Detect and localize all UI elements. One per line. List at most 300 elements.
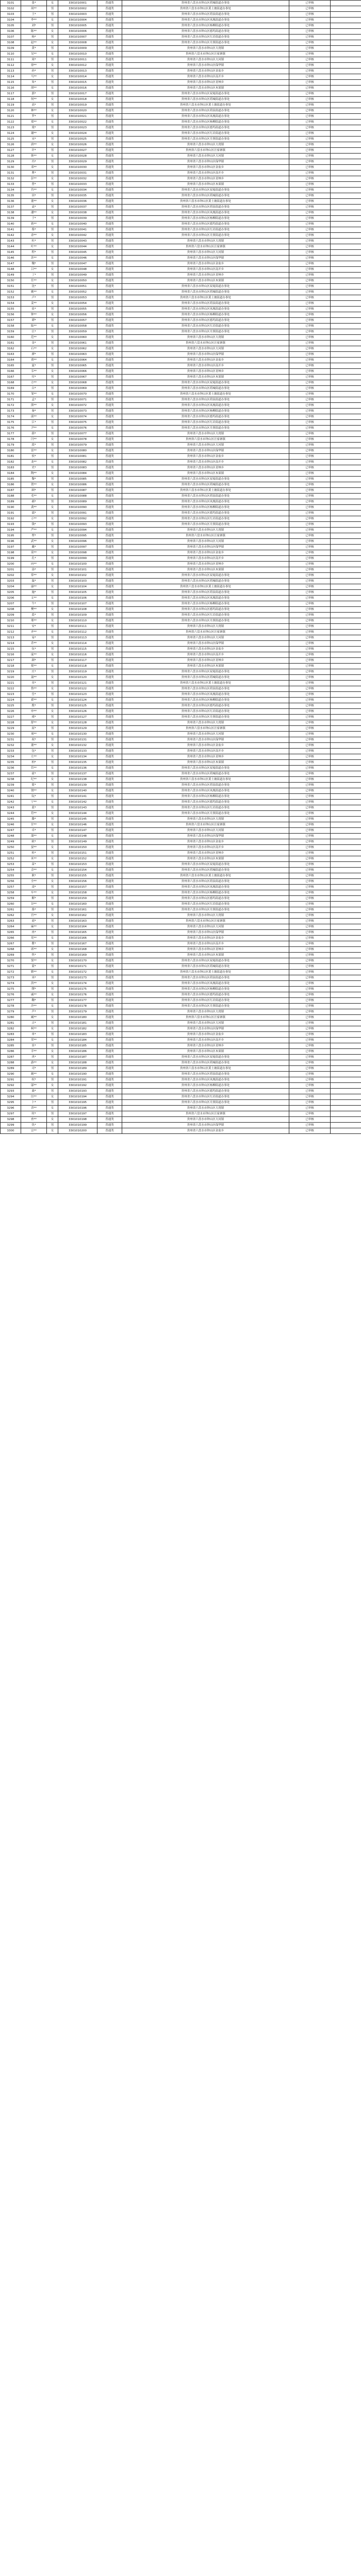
- table-row: [1, 131, 361, 137]
- row-number: 3231: [1, 737, 21, 743]
- row-address: 贵州省六盘水市钟山区杨柳街道办事处: [122, 120, 289, 125]
- table-row: [1, 1038, 361, 1043]
- row-status: 已审核: [289, 142, 331, 148]
- row-address: 贵州省六盘水市钟山区南开乡: [122, 941, 289, 947]
- row-remark: [331, 1009, 361, 1015]
- row-remark: [331, 324, 361, 329]
- row-remark: [331, 998, 361, 1004]
- row-name: 文**: [21, 596, 47, 601]
- table-row: [1, 290, 361, 295]
- row-code: 3301010117: [58, 658, 97, 664]
- row-type: 普通类: [97, 23, 122, 29]
- table-row: [1, 618, 361, 624]
- row-remark: [331, 482, 361, 488]
- row-number: 3167: [1, 375, 21, 380]
- table-row: [1, 1060, 361, 1066]
- row-name: 董**: [21, 199, 47, 205]
- table-row: [1, 233, 361, 239]
- row-type: 普通类: [97, 1009, 122, 1015]
- row-name: 查**: [21, 1117, 47, 1123]
- row-status: 已审核: [289, 641, 331, 647]
- row-remark: [331, 380, 361, 386]
- row-remark: [331, 1077, 361, 1083]
- table-row: [1, 562, 361, 567]
- row-sex: 男: [47, 363, 58, 369]
- row-type: 普通类: [97, 193, 122, 199]
- row-type: 普通类: [97, 148, 122, 154]
- row-address: 贵州省六盘水市钟山区德坞街道办事处: [122, 800, 289, 805]
- table-row: [1, 176, 361, 182]
- row-code: 3301010148: [58, 834, 97, 839]
- row-type: 普通类: [97, 533, 122, 539]
- row-type: 普通类: [97, 652, 122, 658]
- row-sex: 女: [47, 1128, 58, 1134]
- row-sex: 女: [47, 822, 58, 828]
- row-name: 耿*: [21, 873, 47, 879]
- row-name: 雷**: [21, 448, 47, 454]
- row-code: 3301010086: [58, 482, 97, 488]
- row-type: 普通类: [97, 312, 122, 318]
- row-remark: [331, 879, 361, 885]
- row-name: 窦**: [21, 958, 47, 964]
- row-sex: 女: [47, 414, 58, 420]
- row-number: 3103: [1, 12, 21, 18]
- row-remark: [331, 69, 361, 74]
- row-type: 普通类: [97, 1049, 122, 1055]
- row-sex: 女: [47, 732, 58, 737]
- table-row: [1, 760, 361, 766]
- row-code: 3301010131: [58, 737, 97, 743]
- row-sex: 女: [47, 754, 58, 760]
- table-row: [1, 709, 361, 715]
- row-name: 谢**: [21, 131, 47, 137]
- row-status: 已审核: [289, 86, 331, 91]
- row-number: 3277: [1, 998, 21, 1004]
- row-status: 已审核: [289, 295, 331, 301]
- row-number: 3292: [1, 1083, 21, 1089]
- row-remark: [331, 1089, 361, 1094]
- table-row: [1, 930, 361, 936]
- row-number: 3215: [1, 647, 21, 652]
- row-name: 潘**: [21, 210, 47, 216]
- row-status: 已审核: [289, 839, 331, 845]
- row-name: 康**: [21, 584, 47, 590]
- row-name: 马**: [21, 74, 47, 80]
- row-number: 3210: [1, 618, 21, 624]
- row-name: 韦**: [21, 369, 47, 375]
- row-sex: 男: [47, 987, 58, 992]
- row-number: 3185: [1, 477, 21, 482]
- row-code: 3301010194: [58, 1094, 97, 1100]
- row-sex: 男: [47, 454, 58, 460]
- row-code: 3301010187: [58, 1055, 97, 1060]
- table-row: [1, 437, 361, 443]
- row-name: 曹*: [21, 171, 47, 176]
- row-type: 普通类: [97, 958, 122, 964]
- row-number: 3222: [1, 686, 21, 692]
- row-code: 3301010011: [58, 57, 97, 63]
- row-remark: [331, 681, 361, 686]
- row-remark: [331, 103, 361, 108]
- row-number: 3233: [1, 749, 21, 754]
- row-status: 已审核: [289, 482, 331, 488]
- row-status: 已审核: [289, 165, 331, 171]
- row-type: 普通类: [97, 1117, 122, 1123]
- row-remark: [331, 52, 361, 57]
- row-sex: 女: [47, 1038, 58, 1043]
- row-code: 3301010167: [58, 941, 97, 947]
- row-code: 3301010048: [58, 267, 97, 273]
- row-type: 普通类: [97, 834, 122, 839]
- row-address: 贵州省六盘水市钟山区德坞街道办事处: [122, 29, 289, 35]
- row-address: 贵州省六盘水市钟山区月照街道办事处: [122, 329, 289, 335]
- row-address: 贵州省六盘水市钟山区黄土坡街道办事处: [122, 777, 289, 783]
- row-sex: 男: [47, 1077, 58, 1083]
- row-remark: [331, 573, 361, 579]
- row-name: 鲁**: [21, 686, 47, 692]
- table-row: [1, 698, 361, 703]
- row-code: 3301010021: [58, 114, 97, 120]
- row-code: 3301010115: [58, 647, 97, 652]
- row-sex: 女: [47, 834, 58, 839]
- row-name: 庞**: [21, 652, 47, 658]
- table-row: [1, 392, 361, 397]
- row-number: 3190: [1, 505, 21, 511]
- row-number: 3118: [1, 97, 21, 103]
- row-number: 3202: [1, 573, 21, 579]
- row-code: 3301010077: [58, 431, 97, 437]
- row-name: 毛**: [21, 494, 47, 499]
- table-row: [1, 584, 361, 590]
- row-name: 滕*: [21, 817, 47, 822]
- table-row: [1, 1089, 361, 1094]
- table-row: [1, 312, 361, 318]
- row-address: 贵州省六盘水市钟山区大湾镇: [122, 1106, 289, 1111]
- table-row: [1, 681, 361, 686]
- row-sex: 男: [47, 216, 58, 222]
- row-name: 邹**: [21, 392, 47, 397]
- row-type: 普通类: [97, 227, 122, 233]
- row-address: 贵州省六盘水市钟山区荷城街道办事处: [122, 290, 289, 295]
- row-number: 3217: [1, 658, 21, 664]
- row-sex: 男: [47, 635, 58, 641]
- row-remark: [331, 596, 361, 601]
- row-name: 晏**: [21, 845, 47, 851]
- row-number: 3134: [1, 188, 21, 193]
- row-number: 3216: [1, 652, 21, 658]
- row-status: 已审核: [289, 647, 331, 652]
- row-address: 贵州省六盘水市钟山区荷泉街道办事处: [122, 975, 289, 981]
- row-number: 3252: [1, 856, 21, 862]
- row-name: 叶**: [21, 244, 47, 250]
- row-name: 于*: [21, 216, 47, 222]
- row-sex: 女: [47, 131, 58, 137]
- table-row: [1, 590, 361, 596]
- row-address: 贵州省六盘水市钟山区荷泉街道办事处: [122, 590, 289, 596]
- row-number: 3138: [1, 210, 21, 216]
- row-status: 已审核: [289, 227, 331, 233]
- row-code: 3301010098: [58, 550, 97, 556]
- row-name: 倪**: [21, 664, 47, 669]
- row-code: 3301010070: [58, 392, 97, 397]
- row-code: 3301010024: [58, 131, 97, 137]
- row-remark: [331, 1015, 361, 1021]
- row-address: 贵州省六盘水市钟山区金盆乡: [122, 1032, 289, 1038]
- row-type: 普通类: [97, 675, 122, 681]
- row-type: 普通类: [97, 380, 122, 386]
- row-number: 3142: [1, 233, 21, 239]
- table-row: [1, 766, 361, 771]
- row-name: 舒**: [21, 720, 47, 726]
- table-row: [1, 346, 361, 352]
- row-code: 3301010163: [58, 919, 97, 924]
- table-row: [1, 1049, 361, 1055]
- row-type: 普通类: [97, 630, 122, 635]
- row-type: 普通类: [97, 1089, 122, 1094]
- table-row: [1, 800, 361, 805]
- row-remark: [331, 941, 361, 947]
- row-sex: 男: [47, 896, 58, 902]
- row-address: 贵州省六盘水市钟山区杨柳街道办事处: [122, 409, 289, 414]
- table-row: [1, 273, 361, 278]
- row-remark: [331, 1, 361, 6]
- row-sex: 男: [47, 794, 58, 800]
- table-row: [1, 1021, 361, 1026]
- row-status: 已审核: [289, 941, 331, 947]
- row-number: 3187: [1, 488, 21, 494]
- row-code: 3301010025: [58, 137, 97, 142]
- row-number: 3235: [1, 760, 21, 766]
- row-type: 普通类: [97, 63, 122, 69]
- table-row: [1, 641, 361, 647]
- table-row: [1, 97, 361, 103]
- row-type: 普通类: [97, 924, 122, 930]
- table-row: [1, 482, 361, 488]
- row-remark: [331, 658, 361, 664]
- row-sex: 男: [47, 159, 58, 165]
- row-code: 3301010179: [58, 1009, 97, 1015]
- row-code: 3301010192: [58, 1083, 97, 1089]
- row-address: 贵州省六盘水市钟山区德坞街道办事处: [122, 511, 289, 516]
- row-remark: [331, 426, 361, 431]
- row-code: 3301010001: [58, 1, 97, 6]
- row-remark: [331, 851, 361, 856]
- table-row: [1, 817, 361, 822]
- row-name: 殷*: [21, 703, 47, 709]
- row-type: 普通类: [97, 947, 122, 953]
- row-number: 3263: [1, 919, 21, 924]
- row-code: 3301010078: [58, 437, 97, 443]
- row-code: 3301010028: [58, 154, 97, 159]
- row-status: 已审核: [289, 851, 331, 856]
- row-number: 3281: [1, 1021, 21, 1026]
- row-sex: 女: [47, 494, 58, 499]
- row-address: 贵州省六盘水市钟山区荷泉街道办事处: [122, 879, 289, 885]
- row-number: 3189: [1, 499, 21, 505]
- row-address: 贵州省六盘水市钟山区青林乡: [122, 851, 289, 856]
- row-remark: [331, 732, 361, 737]
- row-remark: [331, 1111, 361, 1117]
- row-code: 3301010096: [58, 539, 97, 545]
- row-number: 3113: [1, 69, 21, 74]
- row-address: 贵州省六盘水市钟山区南开乡: [122, 749, 289, 754]
- table-row: [1, 851, 361, 856]
- row-status: 已审核: [289, 159, 331, 165]
- row-type: 普通类: [97, 726, 122, 732]
- row-remark: [331, 766, 361, 771]
- row-code: 3301010082: [58, 460, 97, 465]
- row-status: 已审核: [289, 562, 331, 567]
- row-name: 冉*: [21, 930, 47, 936]
- row-address: 贵州省六盘水市钟山区青林乡: [122, 754, 289, 760]
- row-type: 普通类: [97, 12, 122, 18]
- row-code: 3301010026: [58, 142, 97, 148]
- row-status: 已审核: [289, 930, 331, 936]
- row-status: 已审核: [289, 120, 331, 125]
- row-name: 方**: [21, 380, 47, 386]
- row-status: 已审核: [289, 29, 331, 35]
- row-type: 普通类: [97, 1043, 122, 1049]
- table-row: [1, 1032, 361, 1038]
- row-type: 普通类: [97, 567, 122, 573]
- row-code: 3301010198: [58, 1117, 97, 1123]
- row-name: 伍*: [21, 647, 47, 652]
- row-sex: 男: [47, 828, 58, 834]
- row-sex: 女: [47, 426, 58, 431]
- row-address: 贵州省六盘水市钟山区凤凰街道办事处: [122, 596, 289, 601]
- row-name: 焦*: [21, 953, 47, 958]
- row-type: 普通类: [97, 1021, 122, 1026]
- row-status: 已审核: [289, 885, 331, 890]
- row-name: 游**: [21, 1060, 47, 1066]
- row-name: 袁*: [21, 205, 47, 210]
- row-name: 蔡*: [21, 227, 47, 233]
- row-code: 3301010164: [58, 924, 97, 930]
- row-status: 已审核: [289, 18, 331, 23]
- row-address: 贵州省六盘水市钟山区荷城街道办事处: [122, 97, 289, 103]
- row-number: 3124: [1, 131, 21, 137]
- row-type: 普通类: [97, 80, 122, 86]
- row-sex: 女: [47, 482, 58, 488]
- row-code: 3301010100: [58, 562, 97, 567]
- row-name: 包*: [21, 749, 47, 754]
- row-status: 已审核: [289, 590, 331, 596]
- row-address: 贵州省六盘水市钟山区荷城街道办事处: [122, 964, 289, 970]
- row-number: 3200: [1, 562, 21, 567]
- row-sex: 男: [47, 885, 58, 890]
- row-code: 3301010195: [58, 1100, 97, 1106]
- row-name: 韩**: [21, 154, 47, 159]
- row-sex: 女: [47, 290, 58, 295]
- row-address: 贵州省六盘水市钟山区黄土坡街道办事处: [122, 392, 289, 397]
- row-sex: 女: [47, 1015, 58, 1021]
- row-number: 3220: [1, 675, 21, 681]
- row-number: 3110: [1, 52, 21, 57]
- table-row: [1, 182, 361, 188]
- row-remark: [331, 584, 361, 590]
- row-remark: [331, 193, 361, 199]
- row-type: 普通类: [97, 250, 122, 256]
- row-name: 夏*: [21, 363, 47, 369]
- row-address: 贵州省六盘水市钟山区金盆乡: [122, 647, 289, 652]
- row-type: 普通类: [97, 664, 122, 669]
- table-row: [1, 539, 361, 545]
- row-address: 贵州省六盘水市钟山区汪家寨镇: [122, 919, 289, 924]
- row-code: 3301010101: [58, 567, 97, 573]
- row-name: 颜*: [21, 658, 47, 664]
- row-sex: 男: [47, 975, 58, 981]
- row-number: 3279: [1, 1009, 21, 1015]
- row-type: 普通类: [97, 970, 122, 975]
- row-type: 普通类: [97, 142, 122, 148]
- row-sex: 男: [47, 465, 58, 471]
- row-code: 3301010133: [58, 749, 97, 754]
- row-name: 沈*: [21, 284, 47, 290]
- row-status: 已审核: [289, 958, 331, 964]
- row-address: 贵州省六盘水市钟山区月照街道办事处: [122, 426, 289, 431]
- row-remark: [331, 613, 361, 618]
- row-status: 已审核: [289, 664, 331, 669]
- row-remark: [331, 57, 361, 63]
- row-remark: [331, 465, 361, 471]
- row-status: 已审核: [289, 488, 331, 494]
- row-code: 3301010010: [58, 52, 97, 57]
- row-remark: [331, 329, 361, 335]
- row-sex: 男: [47, 35, 58, 40]
- row-status: 已审核: [289, 392, 331, 397]
- row-status: 已审核: [289, 267, 331, 273]
- row-number: 3224: [1, 698, 21, 703]
- row-status: 已审核: [289, 1004, 331, 1009]
- row-code: 3301010006: [58, 29, 97, 35]
- row-code: 3301010197: [58, 1111, 97, 1117]
- row-number: 3278: [1, 1004, 21, 1009]
- row-remark: [331, 675, 361, 681]
- row-address: 贵州省六盘水市钟山区双戛街道办事处: [122, 958, 289, 964]
- row-remark: [331, 267, 361, 273]
- row-remark: [331, 635, 361, 641]
- row-number: 3291: [1, 1077, 21, 1083]
- table-row: [1, 341, 361, 346]
- row-code: 3301010071: [58, 397, 97, 403]
- row-address: 贵州省六盘水市钟山区木果镇: [122, 567, 289, 573]
- table-row: [1, 675, 361, 681]
- row-number: 3213: [1, 635, 21, 641]
- row-sex: 男: [47, 545, 58, 550]
- row-number: 3234: [1, 754, 21, 760]
- row-name: 臧**: [21, 1015, 47, 1021]
- row-remark: [331, 953, 361, 958]
- row-address: 贵州省六盘水市钟山区红岩街道办事处: [122, 516, 289, 522]
- row-name: 欧*: [21, 839, 47, 845]
- row-remark: [331, 120, 361, 125]
- row-status: 已审核: [289, 698, 331, 703]
- row-code: 3301010044: [58, 244, 97, 250]
- row-type: 普通类: [97, 873, 122, 879]
- row-status: 已审核: [289, 74, 331, 80]
- row-name: 吕**: [21, 267, 47, 273]
- row-status: 已审核: [289, 176, 331, 182]
- table-row: [1, 63, 361, 69]
- row-code: 3301010079: [58, 443, 97, 448]
- row-sex: 男: [47, 103, 58, 108]
- row-remark: [331, 862, 361, 868]
- row-code: 3301010009: [58, 46, 97, 52]
- row-status: 已审核: [289, 12, 331, 18]
- table-row: [1, 307, 361, 312]
- table-row: [1, 352, 361, 358]
- row-name: 仇*: [21, 1123, 47, 1128]
